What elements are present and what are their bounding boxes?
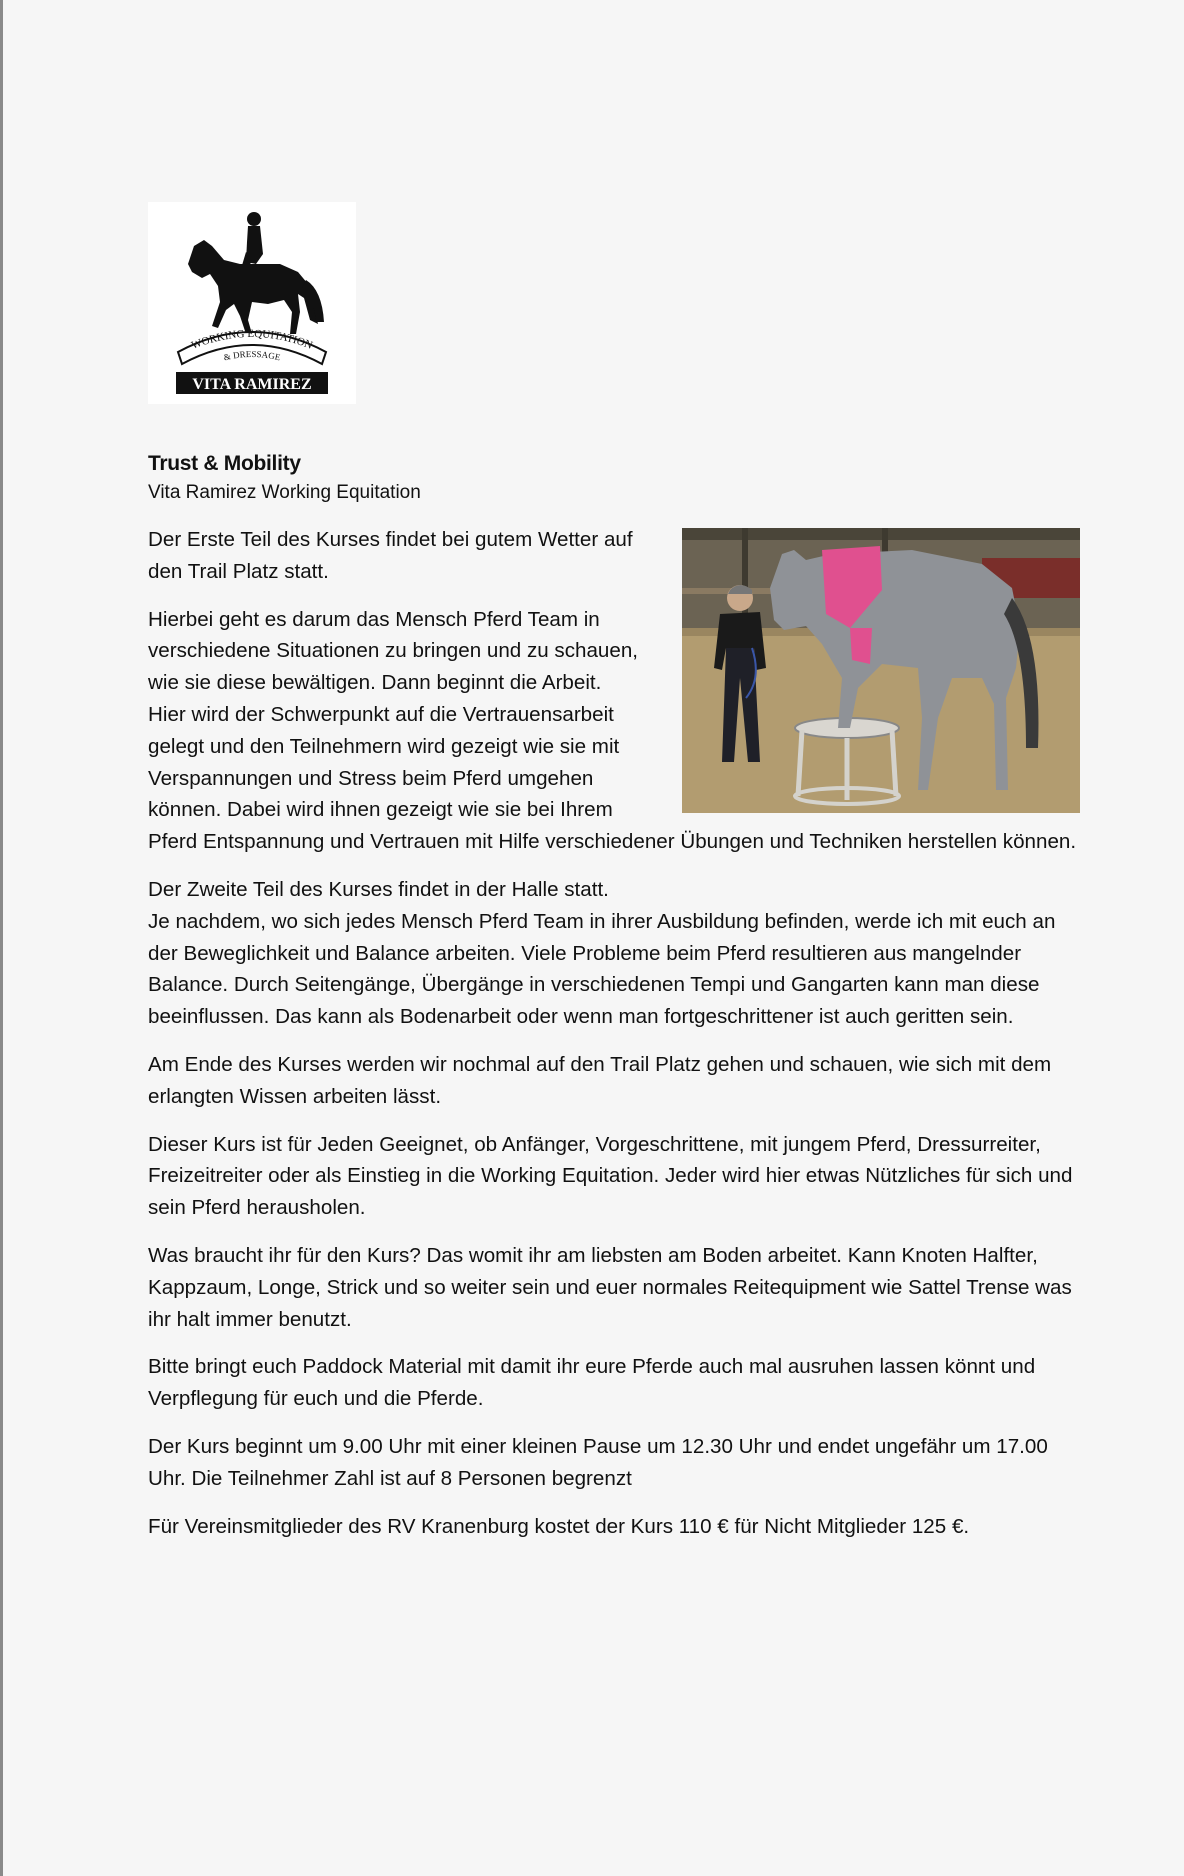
paragraph: Was braucht ihr für den Kurs? Das womit ihr am liebsten am Boden arbeitet. Kann Knoten Halfter, Kappzaum, Longe, Strick und so weiter sein und euer normales Reitequipment wie Sattel Trense was ihr halt immer benutzt. [148, 1243, 1072, 1331]
horse-photo-image [682, 528, 1080, 813]
paragraph: Bitte bringt euch Paddock Material mit damit ihr eure Pferde auch mal ausruhen lassen könnt und Verpflegung für euch und die Pferde. [148, 1355, 1036, 1411]
vita-ramirez-logo [148, 202, 356, 404]
course-title: Trust & Mobility [148, 452, 301, 475]
paragraph: Der Erste Teil des Kurses findet bei gutem Wetter auf den Trail Platz statt. [148, 528, 633, 583]
paragraph: Dieser Kurs ist für Jeden Geeignet, ob Anfänger, Vorgeschrittene, mit jungem Pferd, Dressurreiter, Freizeitreiter oder als Einstieg in die Working Equitation. Jeder wird hier etwas Nützliches für sich und sein Pferd herausholen. [148, 1132, 1073, 1220]
document-page [148, 0, 1080, 1876]
horse-rider-logo-icon [148, 202, 356, 404]
svg-text:WORKING EQUITATION: WORKING EQUITATION [189, 327, 315, 352]
paragraph: Am Ende des Kurses werden wir nochmal auf den Trail Platz gehen und schauen, wie sich mit dem erlangten Wissen arbeiten lässt. [148, 1052, 1052, 1108]
course-subtitle: Vita Ramirez Working Equitation [148, 482, 421, 503]
course-description [148, 524, 1080, 1558]
svg-text:& DRESSAGE: & DRESSAGE [222, 348, 282, 363]
logo-name-text: VITA RAMIREZ [192, 376, 312, 393]
paragraph: Hierbei geht es darum das Mensch Pferd Team in verschiedene Situationen zu bringen und zu schauen, wie sie diese bewältigen. Dann beginnt die Arbeit. Hier wird der Schwerpunkt auf die Vertrauensarbeit gelegt und den Teilnehmern wird gezeigt wie sie mit Verspannungen und Stress beim Pferd umgehen können. Dabei wird ihnen gezeigt wie sie bei Ihrem Pferd Entspannung und Vertrauen mit Hilfe verschiedener Übungen und Techniken herstellen können. [148, 607, 1077, 854]
page-edge [0, 0, 3, 1876]
paragraph: Der Zweite Teil des Kurses findet in der Halle statt. Je nachdem, wo sich jedes Mensch Pferd Team in ihrer Ausbildung befinden, werde ich mit euch an der Beweglichkeit und Balance arbeiten. Viele Probleme beim Pferd resultieren aus mangelnder Balance. Durch Seitengänge, Übergänge in verschiedenen Tempi und Gangarten kann man diese beeinflussen. Das kann als Bodenarbeit oder wenn man fortgeschrittener ist auch geritten sein. [148, 877, 1056, 1029]
paragraph: Für Vereinsmitglieder des RV Kranenburg kostet der Kurs 110 € für Nicht Mitglieder 125 €. [148, 1514, 970, 1538]
paragraph: Der Kurs beginnt um 9.00 Uhr mit einer kleinen Pause um 12.30 Uhr und endet ungefähr um 17.00 Uhr. Die Teilnehmer Zahl ist auf 8 Personen begrenzt [148, 1434, 1048, 1490]
